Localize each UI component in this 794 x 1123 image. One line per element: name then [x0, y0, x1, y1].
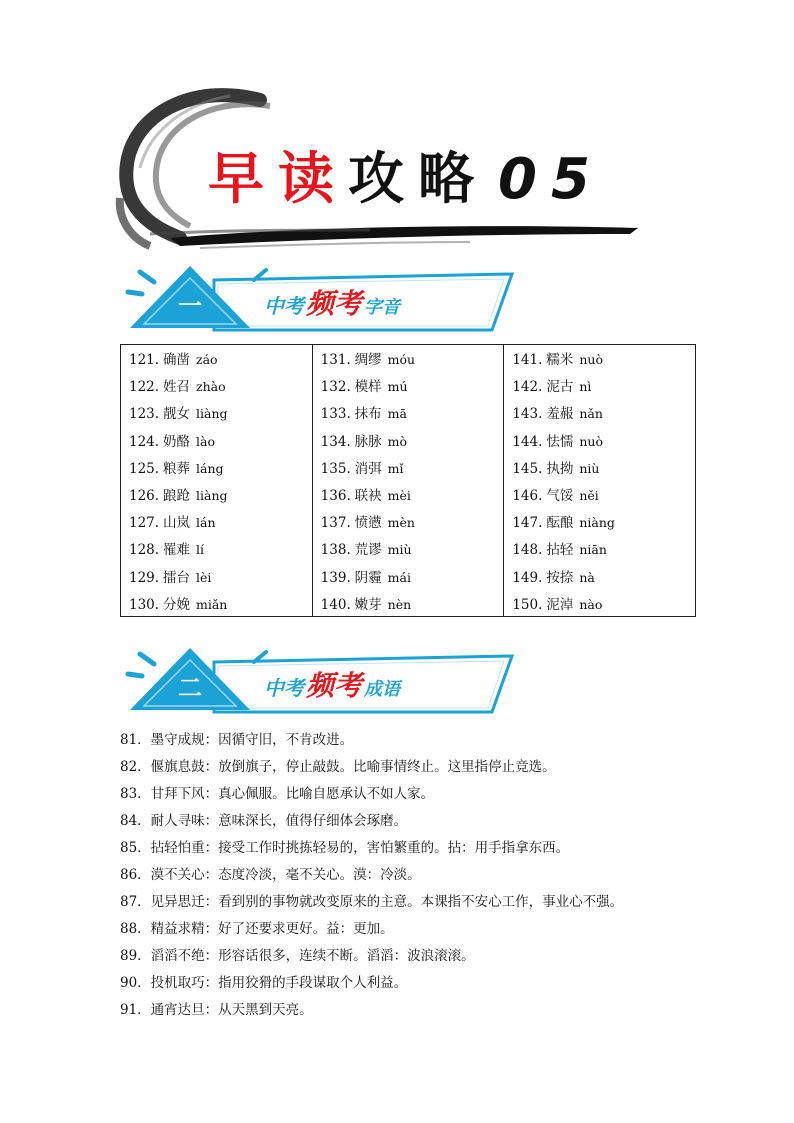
item-pinyin: něi: [579, 487, 599, 503]
pronunciation-row: [313, 591, 504, 618]
item-number: 128.: [129, 542, 160, 559]
title-number: 05: [498, 147, 604, 212]
item-word: 糯米: [546, 352, 574, 368]
item-word: 嫩芽: [354, 596, 382, 613]
item-pinyin: mái: [387, 569, 411, 585]
pronunciation-row: [504, 400, 695, 427]
item-word: 按捺: [546, 569, 574, 586]
item-word: 姓召: [163, 379, 190, 396]
item-word: 抹布: [354, 406, 382, 423]
item-pinyin: mǐ: [387, 460, 404, 476]
item-number: 133.: [320, 406, 351, 423]
pronunciation-row: [504, 482, 695, 509]
idiom-item: 81．墨守成规：因循守旧，不肯改进。: [120, 732, 354, 748]
section-header-idioms: [118, 640, 518, 720]
item-word: 执拗: [546, 460, 574, 477]
item-word: 怯懦: [546, 433, 574, 450]
item-number: 150.: [512, 596, 543, 613]
item-pinyin: niān: [579, 542, 607, 558]
item-pinyin: nà: [579, 569, 595, 585]
item-number: 137.: [320, 515, 351, 532]
item-pinyin: zhào: [196, 379, 226, 395]
item-word: 联袂: [354, 487, 382, 504]
item-word: 擂台: [163, 569, 190, 586]
pronunciation-row: [504, 564, 695, 591]
pronunciation-row: [504, 591, 695, 618]
pronunciation-row: [121, 536, 312, 563]
section-title-highlight: 频考: [306, 669, 363, 702]
pronunciation-table: [120, 344, 696, 617]
pronunciation-row: [313, 564, 504, 591]
item-pinyin: móu: [387, 352, 416, 367]
item-number: 143.: [512, 406, 543, 423]
item-pinyin: nǎn: [579, 406, 603, 422]
item-number: 139.: [320, 569, 351, 586]
item-pinyin: záo: [196, 352, 218, 367]
item-number: 149.: [512, 569, 543, 586]
item-pinyin: nèn: [387, 596, 412, 612]
pronunciation-row: [504, 536, 695, 563]
pronunciation-column: [312, 345, 504, 616]
idiom-item: 86．漠不关心：态度冷淡，毫不关心。漠：冷淡。: [120, 867, 421, 883]
item-word: 拈轻: [546, 542, 574, 559]
item-number: 145.: [512, 460, 543, 477]
pronunciation-column: [121, 345, 312, 616]
item-pinyin: nì: [579, 379, 592, 395]
item-number: 147.: [512, 515, 543, 532]
pronunciation-row: [121, 455, 312, 482]
item-pinyin: mèn: [387, 515, 415, 531]
item-word: 确凿: [163, 352, 190, 368]
item-word: 阴霾: [354, 569, 382, 586]
item-number: 124.: [129, 433, 160, 450]
pronunciation-row: [313, 373, 504, 400]
idiom-item: 82．偃旗息鼓：放倒旗子，停止敲鼓。比喻事情终止。这里指停止竞选。: [120, 759, 556, 775]
item-word: 荒谬: [354, 542, 382, 559]
item-pinyin: lán: [196, 515, 216, 531]
idiom-item: 85．拈轻怕重：接受工作时挑拣轻易的，害怕繁重的。拈：用手指拿东西。: [120, 840, 570, 856]
pronunciation-row: [504, 346, 695, 373]
item-word: 模样: [354, 379, 382, 396]
item-number: 130.: [129, 596, 160, 613]
item-number: 134.: [320, 433, 351, 450]
item-number: 146.: [512, 487, 543, 504]
item-pinyin: mā: [387, 406, 407, 422]
item-word: 靓女: [163, 406, 190, 423]
section-number: 一: [178, 292, 202, 320]
section-title-tail: 成语: [364, 679, 401, 700]
idiom-item: 88．精益求精：好了还要求更好。益：更加。: [120, 921, 394, 937]
pronunciation-row: [121, 373, 312, 400]
item-word: 愤懑: [354, 515, 382, 532]
idiom-list: [120, 727, 720, 1024]
pronunciation-column: [503, 345, 695, 616]
item-word: 羞赧: [546, 406, 574, 423]
section-title: [264, 664, 400, 704]
idiom-item: 90．投机取巧：指用狡猾的手段谋取个人利益。: [120, 975, 408, 991]
item-number: 136.: [320, 487, 351, 504]
item-number: 141.: [512, 352, 543, 368]
idiom-item: 83．甘拜下风：真心佩服。比喻自愿承认不如人家。: [120, 786, 435, 802]
item-pinyin: miù: [387, 542, 412, 558]
item-pinyin: mú: [387, 379, 408, 395]
section-header-pronunciation: [118, 258, 518, 338]
item-pinyin: nào: [579, 596, 603, 612]
item-pinyin: niàng: [579, 515, 615, 531]
item-word: 山岚: [163, 515, 190, 532]
pronunciation-row: [313, 509, 504, 536]
item-word: 罹难: [163, 542, 190, 559]
item-number: 142.: [512, 379, 543, 396]
section-number: 二: [178, 674, 202, 702]
pronunciation-row: [121, 482, 312, 509]
pronunciation-row: [313, 346, 504, 373]
item-pinyin: lí: [196, 542, 204, 558]
title-part1: 早读: [208, 147, 348, 212]
item-number: 123.: [129, 406, 160, 423]
section-title-tail: 字音: [364, 297, 401, 318]
section-title-highlight: 频考: [306, 287, 363, 320]
item-word: 奶酪: [163, 433, 190, 450]
idiom-item: 91．通宵达旦：从天黑到天亮。: [120, 1002, 313, 1018]
pronunciation-row: [504, 428, 695, 455]
section-title: [264, 282, 400, 322]
pronunciation-row: [121, 346, 312, 373]
item-number: 148.: [512, 542, 543, 559]
item-pinyin: nuò: [579, 352, 603, 367]
item-word: 踉跄: [163, 487, 190, 504]
item-pinyin: niù: [579, 460, 600, 476]
item-pinyin: lèi: [196, 569, 212, 585]
item-number: 122.: [129, 379, 160, 396]
title-part2: 攻略: [348, 147, 488, 212]
pronunciation-row: [313, 455, 504, 482]
pronunciation-row: [121, 509, 312, 536]
item-pinyin: lào: [196, 433, 215, 449]
idiom-item: 87．见异思迁：看到别的事物就改变原来的主意。本课指不安心工作，事业心不强。: [120, 894, 624, 910]
item-word: 泥淖: [546, 596, 574, 613]
item-pinyin: mèi: [387, 487, 411, 503]
pronunciation-row: [121, 591, 312, 618]
title-banner: [110, 88, 670, 258]
item-number: 138.: [320, 542, 351, 559]
item-number: 131.: [320, 352, 351, 368]
item-pinyin: láng: [196, 460, 224, 476]
pronunciation-row: [121, 564, 312, 591]
item-word: 酝酿: [546, 515, 574, 532]
item-pinyin: liàng: [196, 487, 228, 503]
pronunciation-row: [121, 400, 312, 427]
item-word: 消弭: [354, 460, 382, 477]
item-number: 125.: [129, 460, 160, 477]
item-pinyin: liàng: [196, 406, 228, 422]
item-word: 分娩: [163, 596, 190, 613]
section-title-pre: 中考: [264, 676, 304, 700]
item-word: 脉脉: [354, 433, 382, 450]
item-number: 121.: [129, 352, 160, 368]
item-number: 126.: [129, 487, 160, 504]
pronunciation-row: [313, 536, 504, 563]
idiom-item: 89．滔滔不绝：形容话很多，连续不断。滔滔：波浪滚滚。: [120, 948, 475, 964]
pronunciation-row: [313, 428, 504, 455]
pronunciation-row: [313, 482, 504, 509]
item-number: 140.: [320, 596, 351, 613]
pronunciation-row: [121, 428, 312, 455]
pronunciation-row: [504, 455, 695, 482]
pronunciation-row: [313, 400, 504, 427]
item-number: 144.: [512, 433, 543, 450]
item-number: 135.: [320, 460, 351, 477]
item-word: 绸缪: [354, 352, 382, 368]
item-word: 气馁: [546, 487, 574, 504]
section-title-pre: 中考: [264, 294, 304, 318]
pronunciation-row: [504, 509, 695, 536]
idiom-item: 84．耐人寻味：意味深长，值得仔细体会琢磨。: [120, 813, 408, 829]
item-pinyin: nuò: [579, 433, 603, 449]
item-number: 127.: [129, 515, 160, 532]
item-word: 粮葬: [163, 460, 190, 477]
page-title: [208, 147, 604, 212]
pronunciation-row: [504, 373, 695, 400]
item-word: 泥古: [546, 379, 574, 396]
item-pinyin: miǎn: [196, 596, 228, 612]
item-number: 129.: [129, 569, 160, 586]
item-pinyin: mò: [387, 433, 408, 449]
item-number: 132.: [320, 379, 351, 396]
